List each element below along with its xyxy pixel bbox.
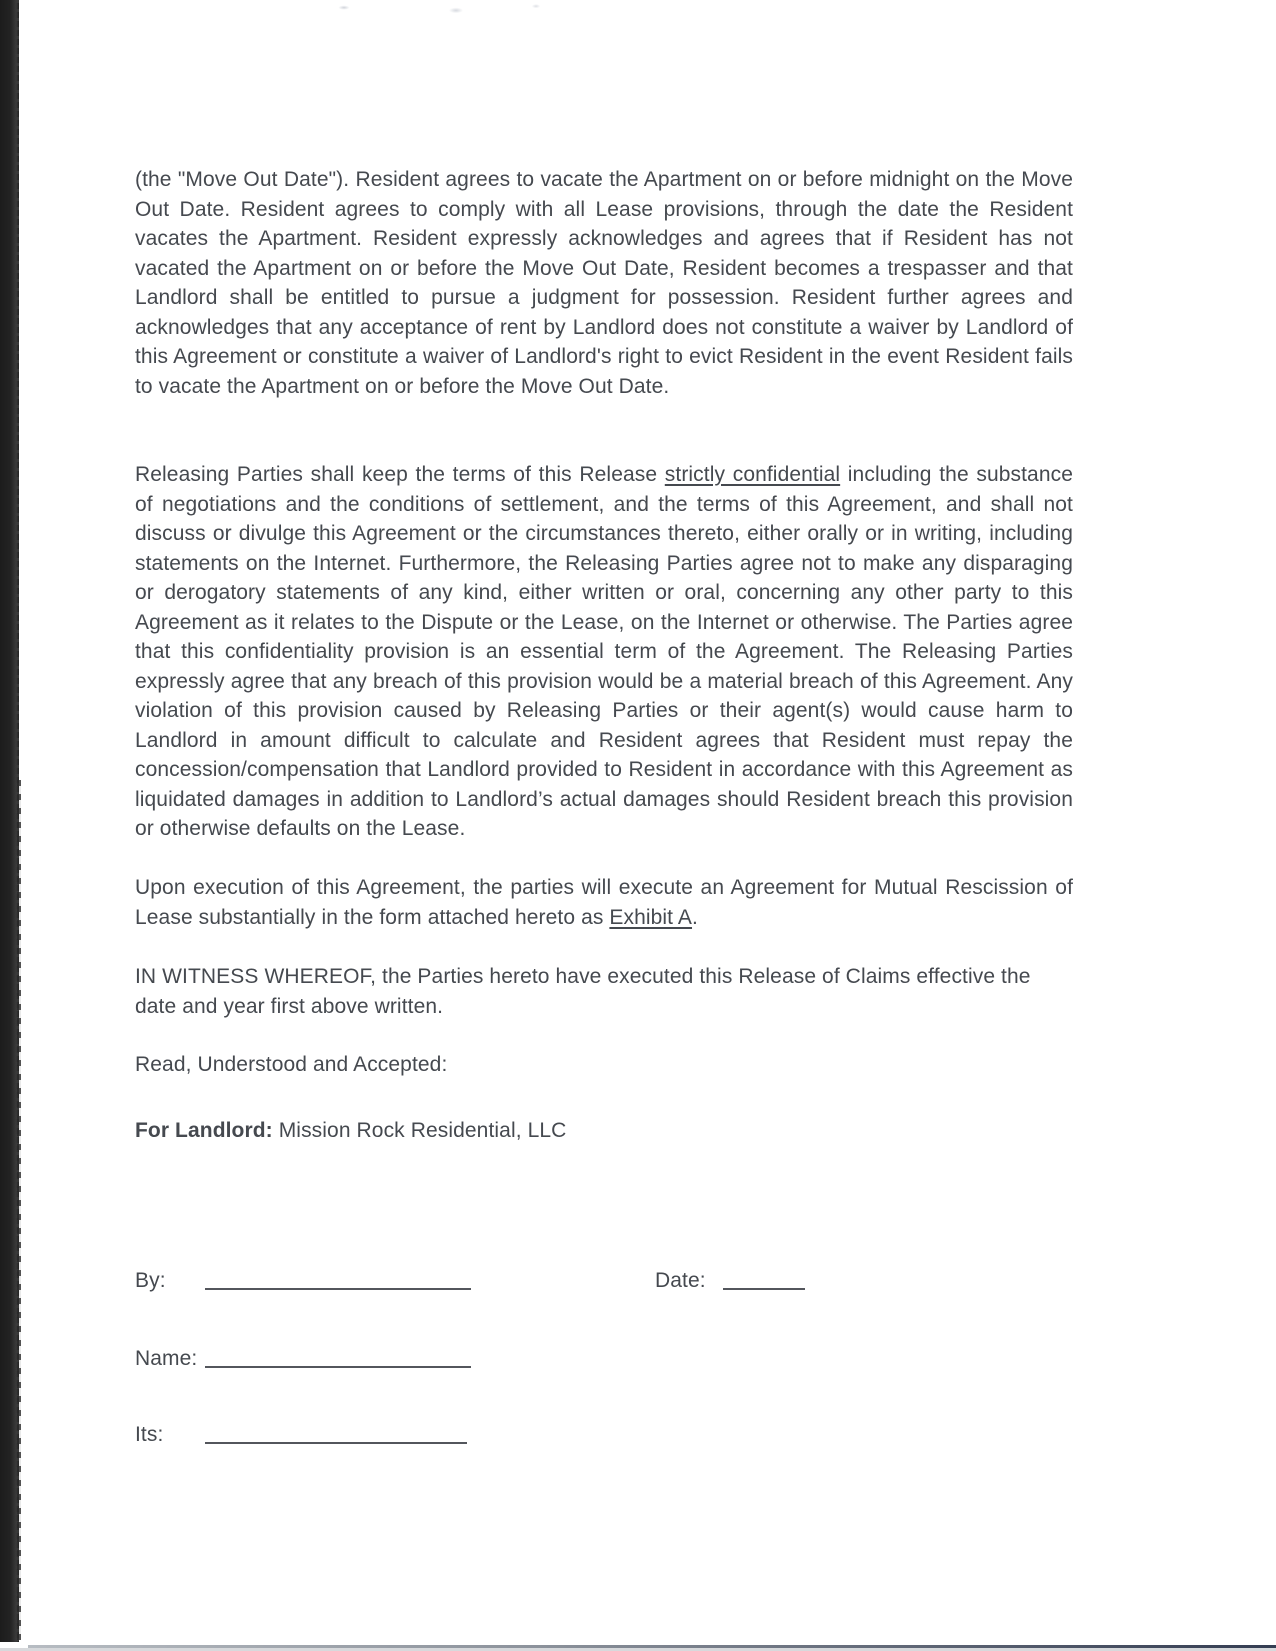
paragraph-mutual-rescission	[135, 873, 1073, 932]
its-label: Its:	[135, 1423, 164, 1446]
signature-row-its	[135, 1420, 1073, 1452]
confidentiality-text-post: including the substance of negotiations and the conditions of settlement, and the terms of this Agreement, and shall not discuss or divulge this Agreement or the circumstances thereto, either orally or in writing, including statements on the Internet. Furthermore, the Releasing Parties agree not to make any disparaging or derogatory statements of any kind, either written or oral, concerning any other party to this Agreement as it relates to the Dispute or the Lease, on the Internet or otherwise. The Parties agree that this confidentiality provision is an essential term of the Agreement. The Releasing Parties expressly agree that any breach of this provision would be a material breach of this Agreement. Any violation of this provision caused by Releasing Parties or their agent(s) would cause harm to Landlord in amount difficult to calculate and Resident agrees that Resident must repay the concession/compensation that Landlord provided to Resident in accordance with this Agreement as liquidated damages in addition to Landlord’s actual damages should Resident breach this provision or otherwise defaults on the Lease.	[135, 463, 1073, 840]
date-label: Date:	[655, 1269, 706, 1292]
rescission-text-pre: Upon execution of this Agreement, the parties will execute an Agreement for Mutual Rescission of Lease substantially in the form attached hereto as	[135, 876, 1073, 929]
its-line	[205, 1420, 467, 1444]
name-label: Name:	[135, 1347, 198, 1370]
name-line	[205, 1344, 471, 1368]
by-signature-line	[205, 1266, 471, 1290]
strictly-confidential-underlined-phrase: strictly confidential	[664, 463, 841, 486]
acceptance-line: Read, Understood and Accepted:	[135, 1053, 448, 1076]
paragraph-confidentiality	[135, 460, 1073, 844]
by-label: By:	[135, 1269, 166, 1292]
exhibit-a-underlined-phrase: Exhibit A	[609, 905, 693, 929]
paragraph-in-witness-whereof: IN WITNESS WHEREOF, the Parties hereto have executed this Release of Claims effective the date and year first above written.	[135, 965, 1031, 1018]
date-line	[723, 1266, 805, 1290]
paragraph-move-out-date: (the "Move Out Date"). Resident agrees to vacate the Apartment on or before midnight on the Move Out Date. Resident agrees to comply with all Lease provisions, through the date the Resident vacates the Apartment. Resident expressly acknowledges and agrees that if Resident has not vacated the Apartment on or before the Move Out Date, Resident becomes a trespasser and that Landlord shall be entitled to pursue a judgment for possession. Resident further agrees and acknowledges that any acceptance of rent by Landlord does not constitute a waiver by Landlord of this Agreement or constitute a waiver of Landlord's right to evict Resident in the event Resident fails to vacate the Apartment on or before the Move Out Date.	[135, 168, 1073, 398]
rescission-text-post: .	[692, 905, 698, 929]
signature-row-name	[135, 1344, 1073, 1376]
scan-left-edge-artifact	[0, 0, 19, 1642]
for-landlord-line	[135, 1116, 1073, 1146]
scan-bottom-line-artifact	[28, 1645, 1276, 1648]
signature-row-by	[135, 1266, 1073, 1298]
landlord-name: Mission Rock Residential, LLC	[272, 1119, 567, 1142]
for-landlord-label: For Landlord:	[135, 1119, 273, 1142]
scan-top-smudge-artifact	[280, 2, 600, 16]
confidentiality-text-pre: Releasing Parties shall keep the terms of this Release	[135, 463, 665, 486]
